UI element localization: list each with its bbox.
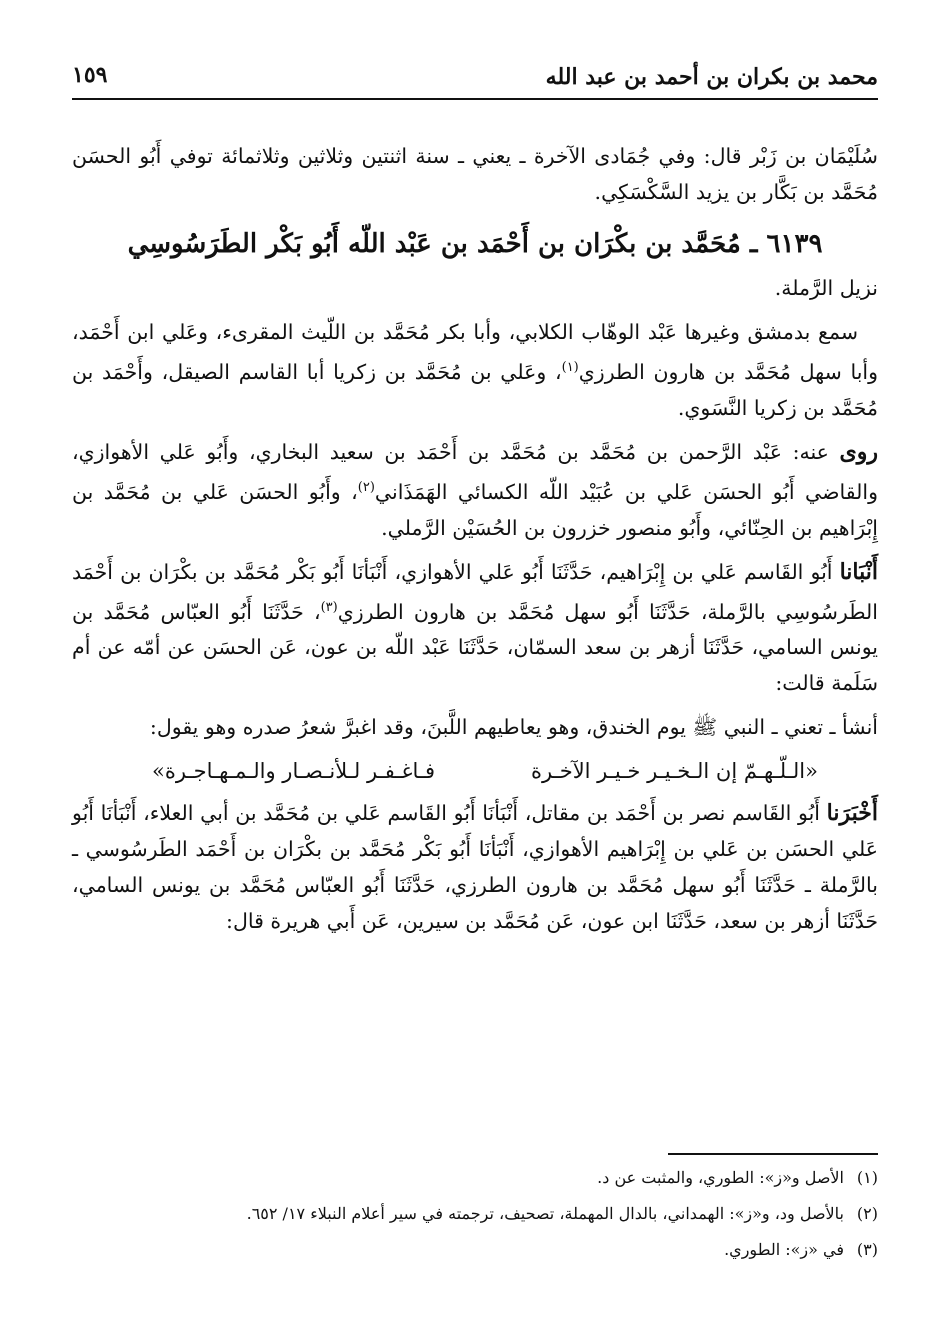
page-header [72,58,878,100]
footnote-text: في «ز»: الطوري. [724,1240,844,1259]
entry-title: ٦١٣٩ ـ مُحَمَّد بن بكْرَان بن أَحْمَد بن عَبْد اللّه أَبُو بَكْر الطَرَسُوسِي [127,229,823,259]
footnote-ref-3: (٣) [320,599,338,615]
paragraph-5-lead: أَنْبَانا [839,558,878,585]
running-title: محمد بن بكران بن أحمد بن عبد الله [545,64,878,90]
body-text [72,138,878,947]
paragraph-3-text-a: سمع بدمشق وغيرها عَبْد الوهّاب الكلابي، وأبا بكر مُحَمَّد بن اللّيث المقرىء، وعَلي ابن أَحْمَد، وأبا سهل مُحَمَّد بن هارون الطرزي [72,320,878,384]
footnote-ref-2: (٢) [357,479,375,495]
paragraph-3 [72,314,878,426]
paragraph-4-text-a: عنه: عَبْد الرَّحمن بن مُحَمَّد بن مُحَمَّد بن أَحْمَد بن سعيد البخاري، وأَبُو عَلي الأهوازي، والقاضي أَبُو الحسَن عَلي بن عُبَيْد اللّه الكسائي الهَمَذَاني [72,439,878,504]
page-number: ١٥٩ [72,62,108,88]
paragraph-5-text-a: أَبُو القَاسم عَلي بن إِبْرَاهيم، حَدَّثَنَا أَبُو عَلي الأهوازي، أَنْبَأنَا أَبُو بَكْر مُحَمَّد بن بكْرَان بن أَحْمَد الطَرسُوسِي بالرَّملة، حَدَّثَنَا أَبُو سهل مُحَمَّد بن هارون الطرزي [72,559,878,624]
paragraph-4-text-b: ، وأَبُو الحسَن عَلي بن مُحَمَّد بن إِبْرَاهيم بن الحِنّائي، وأَبُو منصور خزرون بن الحُسَيْن الرَّملي. [72,479,878,540]
verse-second-hemistich: فـاغـفـر لـلأنـصـار والـمـهـاجـرة» [152,759,436,784]
paragraph-5 [72,554,878,702]
footnote-divider [668,1153,878,1155]
footnote-ref-1: (١) [561,360,579,375]
paragraph-6: أنشأ ـ تعني ـ النبي ﷺ يوم الخندق، وهو يعاطيهم اللَّبنَ، وقد اغبرَّ شعرُ صدره وهو يقول: [149,715,878,740]
paragraph-1: سُلَيْمَان بن زَبْر قال: وفي جُمَادى الآخرة ـ يعني ـ سنة اثنتين وثلاثين وثلاثمائة توفي أَبُو الحسَن مُحَمَّد بن بَكَّار بن يزيد السَّكْسَكِي. [72,144,878,204]
footnote-number: (٣) [856,1240,878,1259]
footnote-text: بالأصل ود، و«ز»: الهمداني، بالدال المهملة، تصحيف، ترجمته في سير أعلام النبلاء ١٧/ ٦٥٢. [246,1204,844,1223]
footnotes [72,1160,878,1268]
paragraph-5-text-b: ، حَدَّثَنَا أَبُو العبّاس مُحَمَّد بن يونس السامي، حَدَّثَنَا أزهر بن سعد السمّان، حَدَّثَنَا عَبْد اللّه بن عون، عَن الحسَن عن أمّه عن أم سَلَمة قالت: [72,599,878,696]
paragraph-7 [72,795,878,939]
paragraph-7-text: أَبُو القَاسم نصر بن أَحْمَد بن مقاتل، أَنْبَأنَا أَبُو القَاسم عَلي بن مُحَمَّد بن أبي العلاء، أَنْبَأنَا أَبُو عَلي الحسَن بن عَلي بن إِبْرَاهيم الأهوازي، أَنْبَأنَا أَبُو بَكْر مُحَمَّد بن بكْرَان بن أَحْمَد الطَرسُوسي ـ بالرَّملة ـ حَدَّثَنَا أَبُو سهل مُحَمَّد بن هارون الطرزي، حَدَّثَنَا أَبُو العبّاس مُحَمَّد بن يونس السامي، حَدَّثَنَا أزهر بن سعد، حَدَّثَنَا ابن عون، عَن مُحَمَّد بن سيرين، عَن أَبي هريرة قال: [72,801,878,934]
verse-first-hemistich: «الـلّـهـمّ إن الـخـيـر خـيـر الآخـرة [530,759,818,784]
paragraph-4 [72,434,878,546]
footnote-text: الأصل و«ز»: الطوري، والمثبت عن د. [597,1168,844,1187]
footnote-1 [72,1160,878,1196]
paragraph-2: نزيل الرَّملة. [774,276,878,300]
verse [72,753,878,789]
paragraph-3-text-b: ، وعَلي بن مُحَمَّد بن زكريا أبا القاسم الصيقل، وأَحْمَد بن مُحَمَّد بن زكريا النَّسَوي. [72,359,878,420]
paragraph-7-lead: أَخْبَرَنا [826,800,878,827]
footnote-number: (٢) [856,1204,878,1223]
footnote-3 [72,1232,878,1268]
footnote-2 [72,1196,878,1232]
paragraph-4-lead: روى [839,438,878,465]
footnote-number: (١) [856,1168,878,1187]
